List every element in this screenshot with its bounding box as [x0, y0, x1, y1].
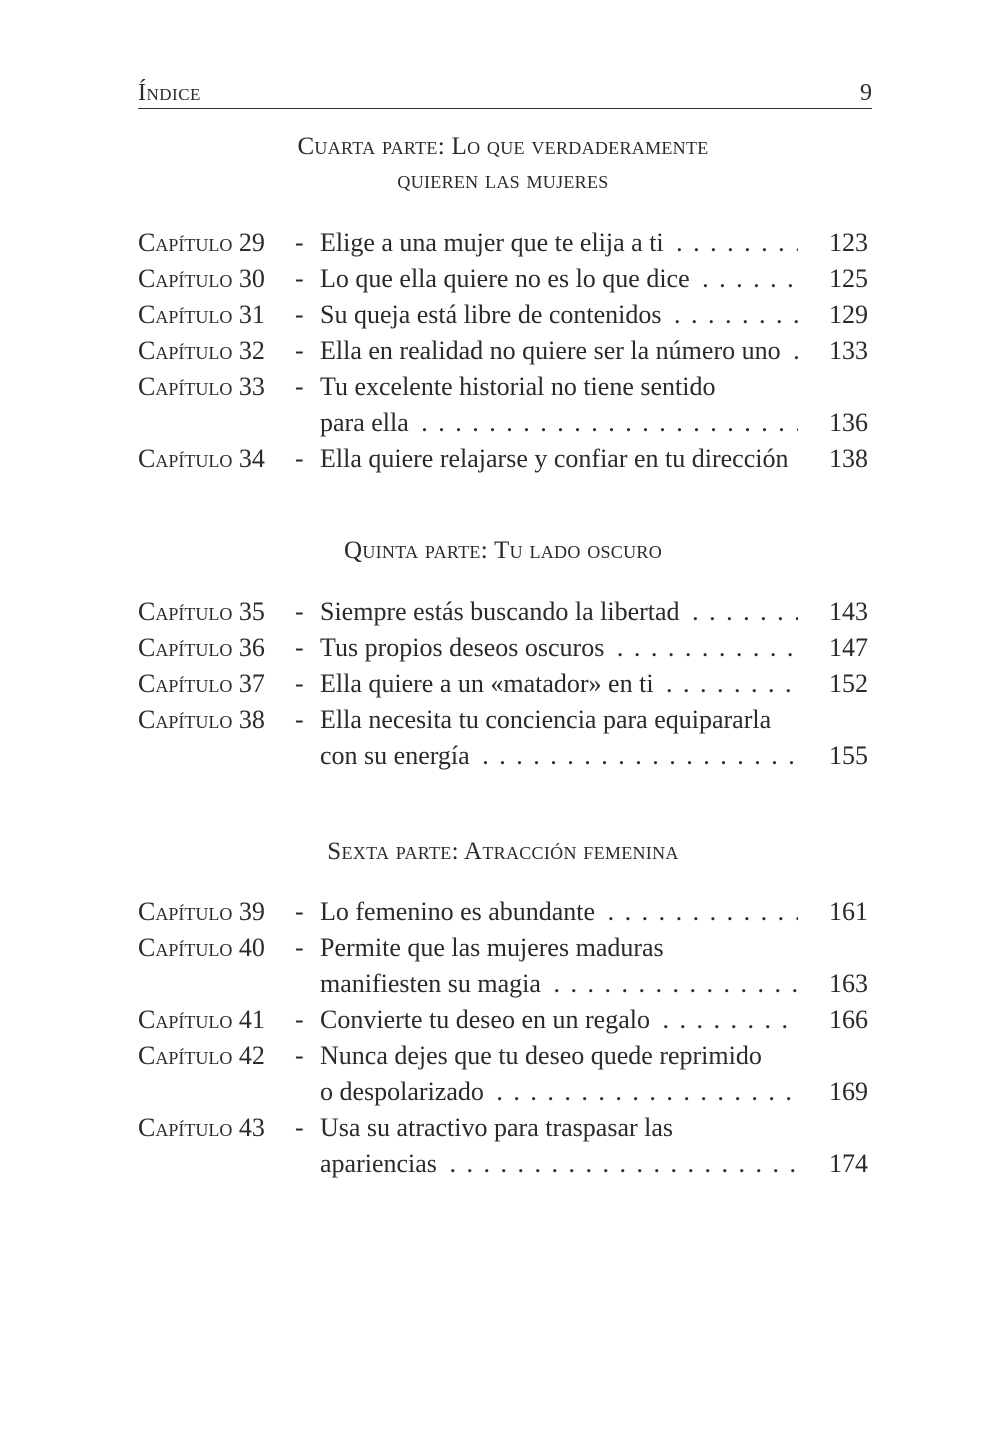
toc-part-4	[138, 130, 868, 477]
chapter-label: Capítulo 30	[138, 264, 265, 293]
chapter-label: Capítulo 36	[138, 633, 265, 662]
chapter-title-text: Tus propios deseos oscuros	[320, 633, 608, 662]
chapter-page-number: 163	[798, 966, 868, 1002]
toc-entry[interactable]	[138, 1002, 868, 1038]
chapter-title-line	[320, 666, 798, 702]
toc-entry[interactable]	[138, 261, 868, 297]
chapter-page-number: 161	[798, 894, 868, 930]
chapter-title-line	[320, 966, 798, 1002]
chapter-page-number: 152	[798, 666, 868, 702]
chapter-title	[320, 1110, 868, 1182]
running-header	[138, 78, 872, 109]
chapter-title-text: Siempre estás buscando la libertad	[320, 597, 684, 626]
chapter-label: Capítulo 43	[138, 1113, 265, 1142]
chapter-title-line	[320, 333, 798, 369]
chapter-label: Capítulo 38	[138, 705, 265, 734]
chapter-title	[320, 630, 868, 666]
chapter-label: Capítulo 42	[138, 1041, 265, 1070]
chapter-title-text: Ella necesita tu conciencia para equipararla	[320, 705, 772, 734]
separator-dash: -	[295, 264, 304, 293]
chapter-title-text: Ella en realidad no quiere ser la número uno	[320, 336, 785, 365]
chapter-title-line	[320, 1110, 798, 1146]
chapter-title-line	[320, 630, 798, 666]
chapter-title-line	[320, 1038, 798, 1074]
separator-dash: -	[295, 1113, 304, 1142]
chapter-title	[320, 297, 868, 333]
chapter-page-number: 129	[798, 297, 868, 333]
chapter-title-line	[320, 297, 798, 333]
separator-dash: -	[295, 444, 304, 473]
toc-part-6	[138, 835, 868, 1182]
part-title	[138, 130, 868, 198]
toc-entry[interactable]	[138, 333, 868, 369]
chapter-title-line	[320, 1074, 798, 1110]
chapter-title-line	[320, 1146, 798, 1182]
part-title-line: Cuarta parte: Lo que verdaderamente	[297, 133, 709, 160]
chapter-title-line	[320, 894, 798, 930]
chapter-title	[320, 894, 868, 930]
toc-entry[interactable]	[138, 630, 868, 666]
part-title	[138, 835, 868, 869]
part-title-line: Sexta parte: Atracción femenina	[327, 838, 679, 865]
chapter-page-number: 143	[798, 594, 868, 630]
chapter-title	[320, 1002, 868, 1038]
chapter-title-text: para ella	[320, 408, 413, 437]
part-title-line: Quinta parte: Tu lado oscuro	[343, 537, 663, 564]
chapter-page-number: 174	[798, 1146, 868, 1182]
toc-entry[interactable]	[138, 225, 868, 261]
chapter-page-number: 169	[798, 1074, 868, 1110]
chapter-page-number: 147	[798, 630, 868, 666]
chapter-title	[320, 225, 868, 261]
toc-entry[interactable]	[138, 297, 868, 333]
chapter-label: Capítulo 31	[138, 300, 265, 329]
chapter-title-line	[320, 930, 798, 966]
chapter-title-line	[320, 369, 798, 405]
chapter-title-line	[320, 441, 798, 477]
chapter-title	[320, 666, 868, 702]
toc-entries	[138, 594, 868, 774]
chapter-title-text: Ella quiere relajarse y confiar en tu dirección	[320, 444, 792, 473]
chapter-title-text: apariencias	[320, 1149, 441, 1178]
separator-dash: -	[295, 228, 304, 257]
chapter-title-text: con su energía	[320, 741, 474, 770]
chapter-page-number: 133	[798, 333, 868, 369]
separator-dash: -	[295, 897, 304, 926]
separator-dash: -	[295, 633, 304, 662]
chapter-title	[320, 930, 868, 1002]
chapter-title-text: Su queja está libre de contenidos	[320, 300, 666, 329]
chapter-label: Capítulo 29	[138, 228, 265, 257]
chapter-title-line	[320, 225, 798, 261]
toc-entry[interactable]	[138, 594, 868, 630]
separator-dash: -	[295, 933, 304, 962]
separator-dash: -	[295, 705, 304, 734]
chapter-title-text: Usa su atractivo para traspasar las	[320, 1113, 674, 1142]
chapter-title	[320, 261, 868, 297]
toc-part-5	[138, 534, 868, 774]
chapter-title	[320, 333, 868, 369]
chapter-title-text: Elige a una mujer que te elija a ti	[320, 228, 668, 257]
toc-entry[interactable]	[138, 1110, 868, 1182]
toc-entry[interactable]	[138, 1038, 868, 1110]
toc-entry[interactable]	[138, 930, 868, 1002]
chapter-title-text: Lo femenino es abundante	[320, 897, 599, 926]
chapter-title-line	[320, 738, 798, 774]
chapter-title-text: Convierte tu deseo en un regalo	[320, 1005, 654, 1034]
page-number: 9	[860, 80, 872, 106]
separator-dash: -	[295, 597, 304, 626]
chapter-title-line	[320, 594, 798, 630]
toc-entry[interactable]	[138, 369, 868, 441]
chapter-title-text: o despolarizado	[320, 1077, 488, 1106]
chapter-label: Capítulo 39	[138, 897, 265, 926]
chapter-label: Capítulo 32	[138, 336, 265, 365]
part-title	[138, 534, 868, 568]
separator-dash: -	[295, 336, 304, 365]
chapter-label: Capítulo 33	[138, 372, 265, 401]
chapter-title-line	[320, 702, 798, 738]
chapter-title	[320, 594, 868, 630]
separator-dash: -	[295, 1005, 304, 1034]
chapter-title	[320, 441, 868, 477]
toc-entries	[138, 894, 868, 1182]
running-header-title: Índice	[138, 80, 201, 106]
toc-entries	[138, 225, 868, 477]
chapter-title-line	[320, 405, 798, 441]
chapter-label: Capítulo 34	[138, 444, 265, 473]
chapter-label: Capítulo 40	[138, 933, 265, 962]
chapter-page-number: 155	[798, 738, 868, 774]
chapter-title-text: manifiesten su magia	[320, 969, 545, 998]
toc-entry[interactable]	[138, 702, 868, 774]
chapter-title	[320, 369, 868, 441]
chapter-title-text: Tu excelente historial no tiene sentido	[320, 372, 716, 401]
chapter-page-number: 136	[798, 405, 868, 441]
chapter-page-number: 123	[798, 225, 868, 261]
chapter-title-line	[320, 261, 798, 297]
chapter-title	[320, 1038, 868, 1110]
chapter-page-number: 138	[798, 441, 868, 477]
separator-dash: -	[295, 372, 304, 401]
chapter-title-text: Permite que las mujeres maduras	[320, 933, 664, 962]
chapter-title-line	[320, 1002, 798, 1038]
chapter-title-text: Nunca dejes que tu deseo quede reprimido	[320, 1041, 762, 1070]
chapter-title	[320, 702, 868, 774]
chapter-label: Capítulo 37	[138, 669, 265, 698]
separator-dash: -	[295, 669, 304, 698]
chapter-title-text: Lo que ella quiere no es lo que dice	[320, 264, 694, 293]
part-title-line: quieren las mujeres	[397, 167, 609, 194]
separator-dash: -	[295, 300, 304, 329]
separator-dash: -	[295, 1041, 304, 1070]
toc-entry[interactable]	[138, 894, 868, 930]
chapter-page-number: 166	[798, 1002, 868, 1038]
toc-entry[interactable]	[138, 441, 868, 477]
chapter-title-text: Ella quiere a un «matador» en ti	[320, 669, 658, 698]
chapter-label: Capítulo 41	[138, 1005, 265, 1034]
toc-entry[interactable]	[138, 666, 868, 702]
chapter-label: Capítulo 35	[138, 597, 265, 626]
chapter-page-number: 125	[798, 261, 868, 297]
